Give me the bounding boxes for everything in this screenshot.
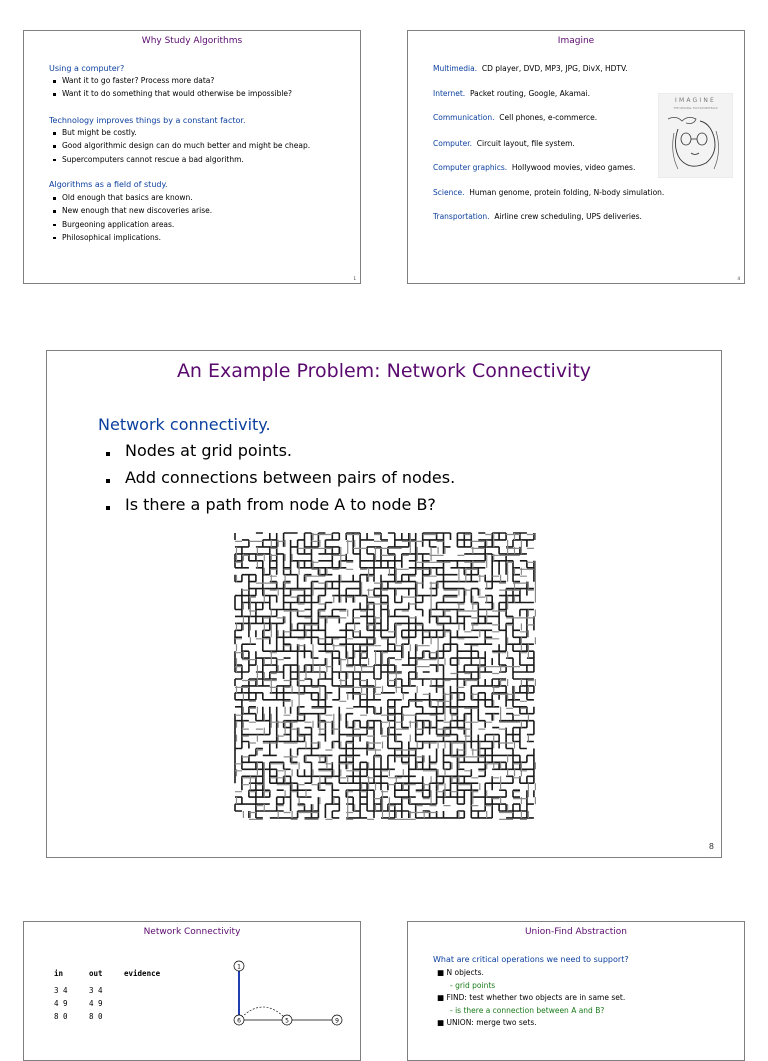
network-grid-image <box>233 531 539 821</box>
list-item: Want it to do something that would otherwise be impossible? <box>51 87 292 100</box>
row-key: Computer graphics. <box>433 163 508 172</box>
table-cell: 8 0 <box>54 1012 68 1021</box>
application-row <box>433 212 642 221</box>
list-item: Burgeoning application areas. <box>51 218 212 231</box>
list-item <box>437 993 625 1002</box>
list-item: New enough that new discoveries arise. <box>51 204 212 217</box>
slide-union-find-abstraction <box>407 921 745 1061</box>
row-key: Internet. <box>433 89 466 98</box>
application-row <box>433 139 575 148</box>
row-value: Circuit layout, file system. <box>476 139 575 148</box>
table-cell: 8 0 <box>89 1012 103 1021</box>
connectivity-graph <box>219 958 349 1028</box>
list-item: Philosophical implications. <box>51 231 212 244</box>
slide-title: Union-Find Abstraction <box>524 927 628 937</box>
table-cell: 3 4 <box>89 986 103 995</box>
column-header-evidence: evidence <box>124 969 161 978</box>
slide-title: Why Study Algorithms <box>141 36 243 46</box>
album-caption-text: THE ORIGINAL FILM SOUNDTRACK <box>673 107 718 110</box>
column-header-in: in <box>54 969 64 978</box>
section-heading: Algorithms as a field of study. <box>49 180 168 189</box>
slide-title: Imagine <box>557 36 595 46</box>
page-number: 8 <box>708 842 714 851</box>
album-title-text: IMAGINE <box>674 97 717 104</box>
list-item: Supercomputers cannot rescue a bad algorithm. <box>51 153 310 166</box>
page-number: 1 <box>353 276 356 281</box>
grid-connections <box>235 533 534 818</box>
section-heading: Network connectivity. <box>98 415 271 434</box>
list-item: But might be costly. <box>51 126 310 139</box>
row-value: Airline crew scheduling, UPS deliveries. <box>494 212 642 221</box>
table-cell: 4 9 <box>89 999 103 1008</box>
application-row <box>433 188 664 197</box>
list-item: Old enough that basics are known. <box>51 191 212 204</box>
application-row <box>433 163 635 172</box>
application-row <box>433 89 590 98</box>
list-item: Nodes at grid points. <box>105 440 455 467</box>
row-key: Communication. <box>433 113 495 122</box>
graph-node-label: 6 <box>237 1017 241 1025</box>
row-value: Cell phones, e-commerce. <box>499 113 598 122</box>
row-key: Science. <box>433 188 465 197</box>
row-key: Computer. <box>433 139 472 148</box>
bullet-marker: ■ <box>437 993 445 1002</box>
graph-node-label: 9 <box>335 1017 339 1025</box>
list-item: Add connections between pairs of nodes. <box>105 467 455 494</box>
row-key: Transportation. <box>433 212 490 221</box>
section-heading: Using a computer? <box>49 64 125 73</box>
slide-imagine <box>407 30 745 284</box>
bullet-marker: ■ <box>437 968 445 977</box>
row-value: Hollywood movies, video games. <box>511 163 636 172</box>
bullet-list <box>51 126 310 166</box>
slide-why-study-algorithms <box>23 30 361 284</box>
graph-node-label: 5 <box>285 1017 289 1025</box>
imagine-album-cover-image <box>658 93 733 178</box>
list-item: Is there a path from node A to node B? <box>105 494 455 521</box>
list-item-text: UNION: merge two sets. <box>446 1018 537 1027</box>
table-cell: 4 9 <box>54 999 68 1008</box>
list-item <box>437 968 484 977</box>
list-subitem: - grid points <box>450 981 496 990</box>
slide-title: An Example Problem: Network Connectivity <box>176 360 592 382</box>
row-value: Packet routing, Google, Akamai. <box>469 89 590 98</box>
slide-network-connectivity-example <box>46 350 722 858</box>
graph-node-label: 1 <box>237 963 241 971</box>
row-key: Multimedia. <box>433 64 478 73</box>
list-subitem: - is there a connection between A and B? <box>450 1006 605 1015</box>
table-cell: 3 4 <box>54 986 68 995</box>
slide-network-connectivity <box>23 921 361 1061</box>
bullet-list <box>51 74 292 101</box>
bullet-list <box>105 440 455 521</box>
list-item-text: N objects. <box>446 968 484 977</box>
network-grid-graphic <box>233 531 539 821</box>
list-item: Want it to go faster? Process more data? <box>51 74 292 87</box>
list-item <box>437 1018 537 1027</box>
page-number: 4 <box>737 276 740 281</box>
question-text: What are critical operations we need to support? <box>433 955 629 964</box>
slide-title: Network Connectivity <box>143 927 241 937</box>
section-heading: Technology improves things by a constant factor. <box>49 116 246 125</box>
bullet-marker: ■ <box>437 1018 445 1027</box>
list-item: Good algorithmic design can do much better and might be cheap. <box>51 139 310 152</box>
row-value: CD player, DVD, MP3, JPG, DivX, HDTV. <box>481 64 628 73</box>
row-value: Human genome, protein folding, N-body simulation. <box>469 188 665 197</box>
bullet-list <box>51 191 212 244</box>
column-header-out: out <box>89 969 103 978</box>
application-row <box>433 64 628 73</box>
application-row <box>433 113 597 122</box>
list-item-text: FIND: test whether two objects are in same set. <box>446 993 626 1002</box>
